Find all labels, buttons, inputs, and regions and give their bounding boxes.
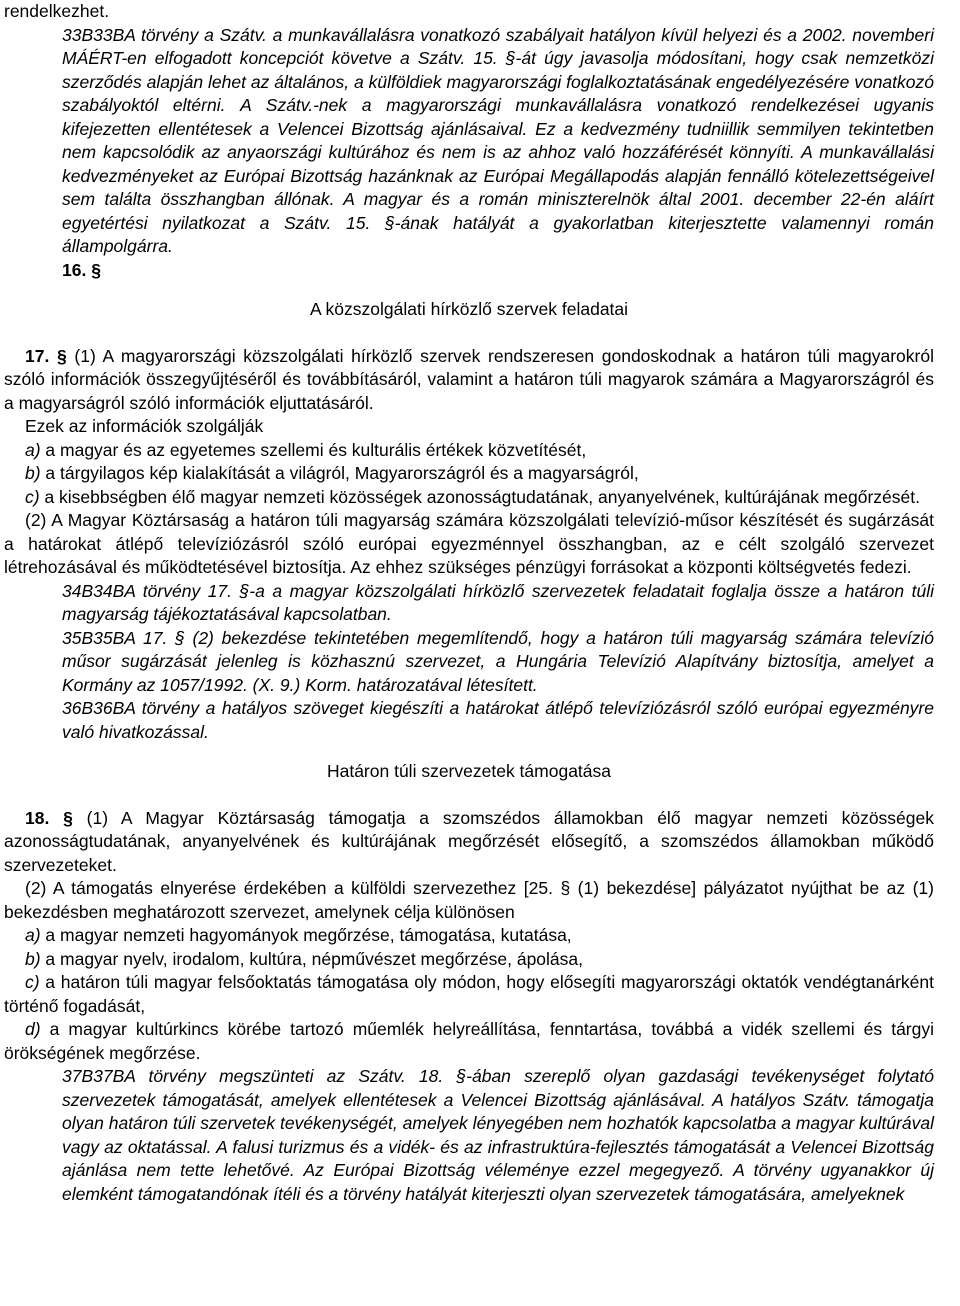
- note-36: 36B36BA törvény a hatályos szöveget kiegészíti a határokat átlépő televíziózásról szóló európai egyezményre való hivatkozással.: [62, 698, 934, 742]
- section-18-point-a: [4, 924, 934, 948]
- section-17-2: (2) A Magyar Köztársaság a határon túli magyarság számára közszolgálati televízió-műsor készítését és sugárzását a határokat átlépő televíziózásról szóló európai egyezménnyel összhangban, az e célt szolgáló szervezet létrehozásával és működtetésével biztosítja. Az ehhez szükséges pénzügyi forrásokat a központi költségvetés fedezi.: [4, 510, 934, 577]
- note-37: 37B37BA törvény megszünteti az Szátv. 18. §-ában szereplő olyan gazdasági tevékenységet folytató szervezetek támogatását, amelyek ellentétesek a Velencei Bizottság ajánlásával. A hatályos Szátv. támogatja olyan határon túli szervetek tevékenységét, amelyek lényegében nem hozhatók kapcsolatba a magyar kultúrával vagy az oktatással. A falusi turizmus és a vidék- és az infrastruktúra-fejlesztés támogatását a Velencei Bizottság ajánlása nem tette lehetővé. Az Európai Bizottság véleménye ezzel megegyező. A törvény ugyanakkor új elemként támogatandónak ítéli és a törvény hatályát kiterjeszti olyan szervezetek támogatására, amelyeknek: [62, 1066, 934, 1204]
- section-16: 16. §: [62, 259, 101, 280]
- section-17-point-a: [4, 439, 934, 463]
- point-label: c): [25, 486, 40, 507]
- point-text: a tárgyilagos kép kialakítását a világról, Magyarországról és a magyarságról,: [40, 463, 639, 483]
- note-33: [4, 24, 934, 259]
- section-17-1-text: (1) A magyarországi közszolgálati hírközlő szervek rendszeresen gondoskodnak a határon túli magyarokról szóló információk összegyűjtéséről és továbbításáról, valamint a határon túli magyarok számára a Magyarországról és a magyarságról szóló információk eljuttatásáról.: [4, 345, 934, 413]
- section-18-point-c: [4, 971, 934, 1018]
- section-18-2: (2) A támogatás elnyerése érdekében a külföldi szervezethez [25. § (1) bekezdése] pályázatot nyújthat be az (1) bekezdésben meghatározott szervezet, amelynek célja különösen: [4, 878, 934, 922]
- point-label: c): [25, 972, 40, 992]
- section-17-intro: Ezek az információk szolgálják: [25, 416, 264, 436]
- note-35: 35B35BA 17. § (2) bekezdése tekintetében megemlítendő, hogy a határon túli magyarság számára televízió műsor sugárzását jelenleg is közhasznú szervezet, a Hungária Televízió Alapítvány biztosítja, amelyet a Kormány az 1057/1992. (X. 9.) Korm. határozatával létesített.: [62, 627, 934, 695]
- section-17-1: [4, 345, 934, 416]
- point-label: a): [25, 925, 41, 945]
- heading-public-broadcasters: A közszolgálati hírközlő szervek feladatai: [309, 299, 629, 319]
- point-label: d): [25, 1019, 41, 1039]
- note-33-italic-cont: A Szátv.-nek a magyarországi munkavállalásra vonatkozó rendelkezései ugyanis kifejezetten ellentétesek a Velencei Bizottság ajánlásaival. Ez a kedvezmény tudniillik semmilyen tekintetben nem kapcsolódik az anyaországi kultúrához és nem is az ahhoz való hozzáférését könnyíti. A munkavállalási kedvezményeket az Európai Bizottság hazánknak az Európai Megállapodás alapján fennálló kötelezettségeivel sem találta összhangban állónak. A magyar és a román miniszterelnök által 2001. december 22-én aláírt egyetértési nyilatkozat a Szátv. 15. §-ának hatályát a gyakorlatban kiterjesztette valamennyi román állampolgárra.: [62, 95, 934, 256]
- point-label: b): [25, 463, 41, 483]
- point-text: a magyar kultúrkincs körébe tartozó műemlék helyreállítása, fenntartása, továbbá a vidék szellemi és tárgyi örökségének megőrzése.: [4, 1019, 934, 1063]
- section-17-point-c: [4, 486, 934, 510]
- point-text: a magyar nemzeti hagyományok megőrzése, támogatása, kutatása,: [40, 925, 572, 945]
- point-label: b): [25, 948, 41, 969]
- section-17-point-b: [4, 462, 934, 486]
- point-label: a): [25, 439, 41, 460]
- section-18-point-b: [4, 948, 934, 972]
- note-34: 34B34BA törvény 17. §-a a magyar közszolgálati hírközlő szervezetek feladatait foglalja össze a határon túli magyarság tájékoztatásával kapcsolatban.: [62, 580, 934, 624]
- section-18-1: [4, 807, 934, 878]
- point-text: a magyar nyelv, irodalom, kultúra, népművészet megőrzése, ápolása,: [40, 948, 584, 969]
- point-text: a kisebbségben élő magyar nemzeti közösségek azonosságtudatának, anyanyelvének, kultúrájának megőrzését.: [39, 486, 920, 507]
- section-17-number: 17. §: [25, 345, 67, 366]
- section-18-point-d: [4, 1018, 934, 1065]
- paragraph-top: rendelkezhet.: [4, 1, 110, 21]
- point-text: a magyar és az egyetemes szellemi és kulturális értékek közvetítését,: [40, 439, 587, 460]
- heading-cross-border-orgs: Határon túli szervezetek támogatása: [326, 761, 612, 781]
- note-33-italic: 33B33BA törvény a Szátv. a munkavállalásra vonatkozó szabályait hatályon kívül helyezi és a 2002. novemberi MÁÉRT-en elfogadott koncepciót követve a Szátv. 15. §-át úgy javasolja módosítani, hogy csak nemzetközi szerződés alapján lehet az általános, a külföldiek magyarországi foglalkoztatásának engedélyezésére vonatkozó szabályoktól eltérni.: [62, 24, 934, 115]
- section-18-1-text: (1) A Magyar Köztársaság támogatja a szomszédos államokban élő magyar nemzeti közösségek azonosságtudatának, anyanyelvének és kultúrájának megőrzését elősegítő, a szomszédos államokban működő szervezeteket.: [4, 807, 934, 875]
- section-18-number: 18. §: [25, 807, 73, 828]
- point-text: a határon túli magyar felsőoktatás támogatása oly módon, hogy elősegíti magyarországi oktatók vendégtanárként történő fogadását,: [4, 972, 934, 1016]
